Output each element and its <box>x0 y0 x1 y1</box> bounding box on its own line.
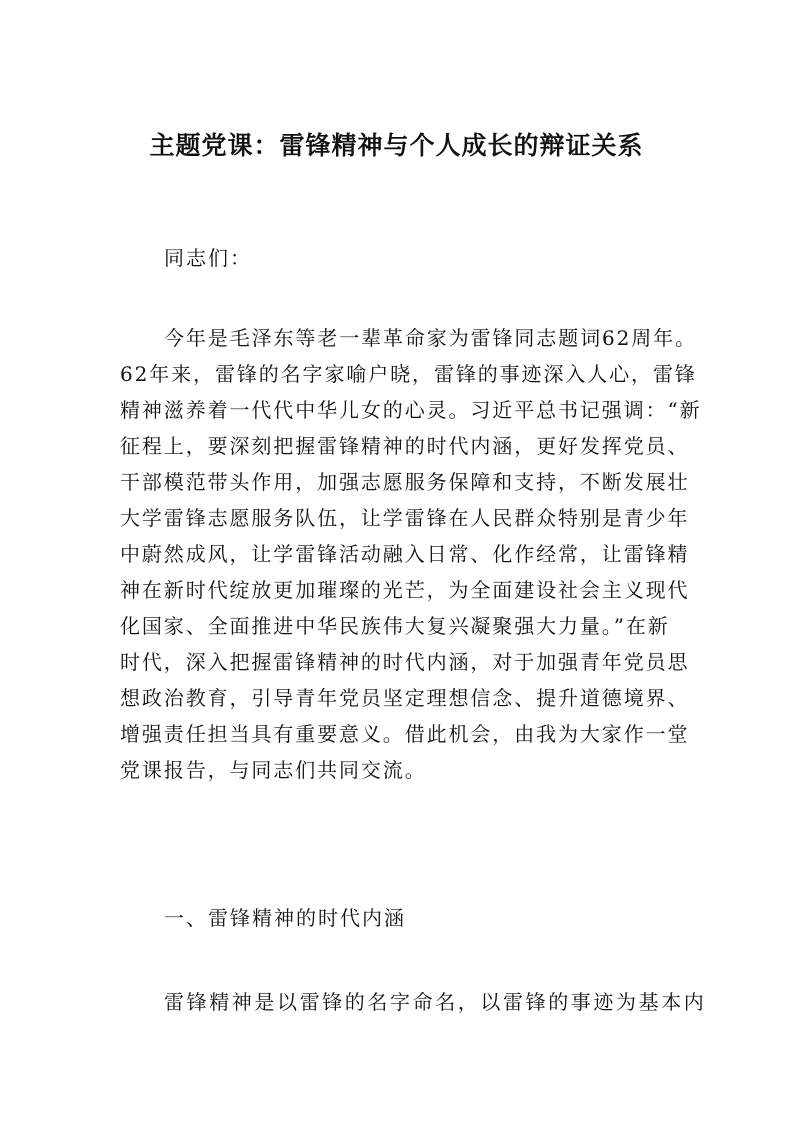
paragraph-line: 想政治教育，引导青年党员坚定理想信念、提升道德境界、 <box>120 686 690 710</box>
paragraph-line: 化国家、全面推进中华民族伟大复兴凝聚强大力量。”在新 <box>120 614 670 638</box>
paragraph-line: 中蔚然成风，让学雷锋活动融入日常、化作经常，让雷锋精 <box>120 542 690 566</box>
paragraph-line: 62年来，雷锋的名字家喻户晓，雷锋的事迹深入人心，雷锋 <box>120 362 697 386</box>
paragraph-line: 时代，深入把握雷锋精神的时代内涵，对于加强青年党员思 <box>120 650 690 674</box>
paragraph-line: 干部模范带头作用，加强志愿服务保障和支持，不断发展壮 <box>120 470 690 494</box>
paragraph-line: 增强责任担当具有重要意义。借此机会，由我为大家作一堂 <box>120 722 690 746</box>
section-heading-1: 一、雷锋精神的时代内涵 <box>164 906 406 930</box>
paragraph-2-line: 雷锋精神是以雷锋的名字命名，以雷锋的事迹为基本内 <box>164 990 707 1014</box>
paragraph-line: 神在新时代绽放更加璀璨的光芒，为全面建设社会主义现代 <box>120 578 690 602</box>
paragraph-1 <box>120 320 702 788</box>
document-title: 主题党课：雷锋精神与个人成长的辩证关系 <box>149 131 644 160</box>
salutation: 同志们： <box>164 246 252 270</box>
paragraph-line: 党课报告，与同志们共同交流。 <box>120 758 427 782</box>
paragraph-line: 今年是毛泽东等老一辈革命家为雷锋同志题词62周年。 <box>164 326 697 350</box>
paragraph-line: 征程上，要深刻把握雷锋精神的时代内涵，更好发挥党员、 <box>120 434 690 458</box>
paragraph-line: 大学雷锋志愿服务队伍，让学雷锋在人民群众特别是青少年 <box>120 506 690 530</box>
paragraph-line: 精神滋养着一代代中华儿女的心灵。习近平总书记强调：“新 <box>120 398 702 422</box>
